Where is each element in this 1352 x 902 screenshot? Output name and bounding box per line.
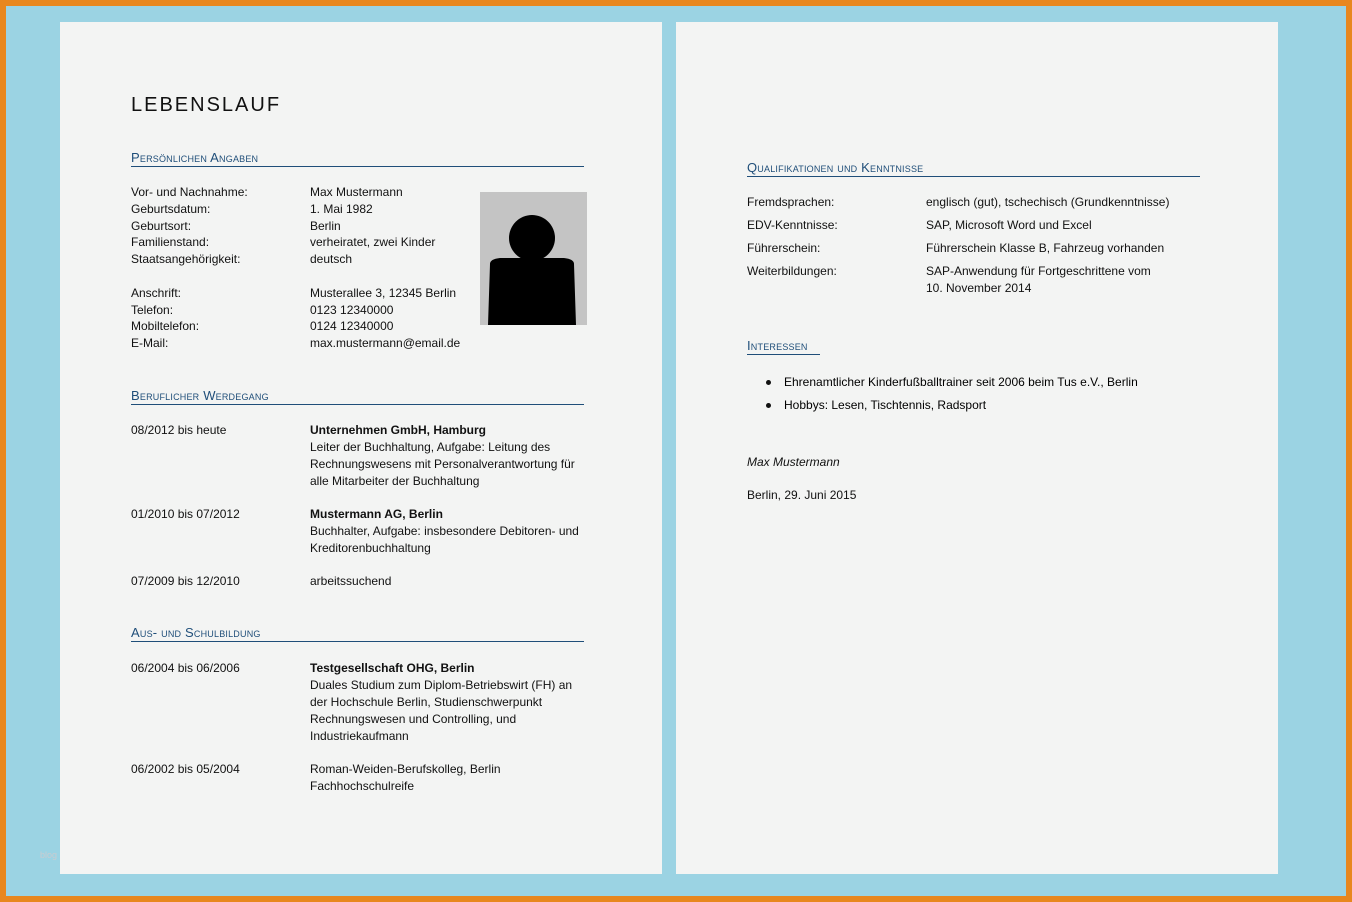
document-title: LEBENSLAUF [131, 94, 282, 116]
cv-page-1 [60, 22, 662, 874]
qualification-value: englisch (gut), tschechisch (Grundkenntnisse) [926, 195, 1170, 209]
place-date: Berlin, 29. Juni 2015 [747, 488, 857, 502]
personal-value: verheiratet, zwei Kinder [310, 235, 436, 249]
personal-value: 0123 12340000 [310, 303, 394, 317]
personal-value: 0124 12340000 [310, 319, 394, 333]
education-institution: Testgesellschaft OHG, Berlin [310, 661, 475, 675]
career-period: 01/2010 bis 07/2012 [131, 507, 240, 521]
personal-label: Familienstand: [131, 235, 210, 249]
list-item: Hobbys: Lesen, Tischtennis, Radsport [747, 397, 1138, 420]
education-description-line: Rechnungswesen und Controlling, und [310, 712, 517, 726]
personal-value: deutsch [310, 252, 353, 266]
career-period: 08/2012 bis heute [131, 423, 227, 437]
career-description-line: Rechnungswesens mit Personalverantwortung für [310, 457, 575, 471]
personal-label: Vor- und Nachnahme: [131, 185, 248, 199]
qualification-value: 10. November 2014 [926, 281, 1032, 295]
personal-value: max.mustermann@email.de [310, 336, 461, 350]
section-heading-interests: Interessen [747, 338, 820, 355]
section-heading-qualifications: Qualifikationen und Kenntnisse [747, 160, 1200, 177]
section-heading-education: Aus- und Schulbildung [131, 625, 584, 642]
personal-label: Mobiltelefon: [131, 319, 200, 333]
qualification-label: Führerschein: [747, 241, 821, 255]
qualification-value: SAP-Anwendung für Fortgeschrittene vom [926, 264, 1151, 278]
education-description-line: Industriekaufmann [310, 729, 409, 743]
career-period: 07/2009 bis 12/2010 [131, 574, 240, 588]
section-heading-career: Beruflicher Werdegang [131, 388, 584, 405]
personal-label: Telefon: [131, 303, 174, 317]
education-description-line: Duales Studium zum Diplom-Betriebswirt (FH) an [310, 678, 573, 692]
career-description-line: alle Mitarbeiter der Buchhaltung [310, 474, 480, 488]
career-description-line: Leiter der Buchhaltung, Aufgabe: Leitung des [310, 440, 551, 454]
education-description-line: Roman-Weiden-Berufskolleg, Berlin [310, 762, 501, 776]
qualification-value: Führerschein Klasse B, Fahrzeug vorhanden [926, 241, 1165, 255]
qualification-label: Fremdsprachen: [747, 195, 835, 209]
education-description-line: Fachhochschulreife [310, 779, 415, 793]
education-period: 06/2004 bis 06/2006 [131, 661, 240, 675]
section-heading-personal: Persönlichen Angaben [131, 150, 584, 167]
personal-label: Staatsangehörigkeit: [131, 252, 241, 266]
qualification-label: Weiterbildungen: [747, 264, 837, 278]
career-description-line: Kreditorenbuchhaltung [310, 541, 431, 555]
career-description-line: arbeitssuchend [310, 574, 392, 588]
personal-value: Max Mustermann [310, 185, 403, 199]
personal-value: Berlin [310, 219, 341, 233]
career-description-line: Buchhalter, Aufgabe: insbesondere Debitoren- und [310, 524, 579, 538]
personal-label: E-Mail: [131, 336, 169, 350]
personal-value: 1. Mai 1982 [310, 202, 373, 216]
qualification-value: SAP, Microsoft Word und Excel [926, 218, 1092, 232]
career-company: Unternehmen GmbH, Hamburg [310, 423, 487, 437]
personal-label: Geburtsort: [131, 219, 192, 233]
personal-value: Musterallee 3, 12345 Berlin [310, 286, 457, 300]
career-company: Mustermann AG, Berlin [310, 507, 443, 521]
qualification-label: EDV-Kenntnisse: [747, 218, 838, 232]
education-description-line: der Hochschule Berlin, Studienschwerpunkt [310, 695, 543, 709]
personal-label: Anschrift: [131, 286, 182, 300]
personal-label: Geburtsdatum: [131, 202, 211, 216]
cv-page-2 [676, 22, 1278, 874]
watermark-text: blog [40, 850, 58, 860]
interests-list [747, 374, 1138, 420]
education-period: 06/2002 bis 05/2004 [131, 762, 240, 776]
person-silhouette-icon [480, 192, 587, 325]
signature-name: Max Mustermann [747, 455, 840, 469]
list-item: Ehrenamtlicher Kinderfußballtrainer seit 2006 beim Tus e.V., Berlin [747, 374, 1138, 397]
